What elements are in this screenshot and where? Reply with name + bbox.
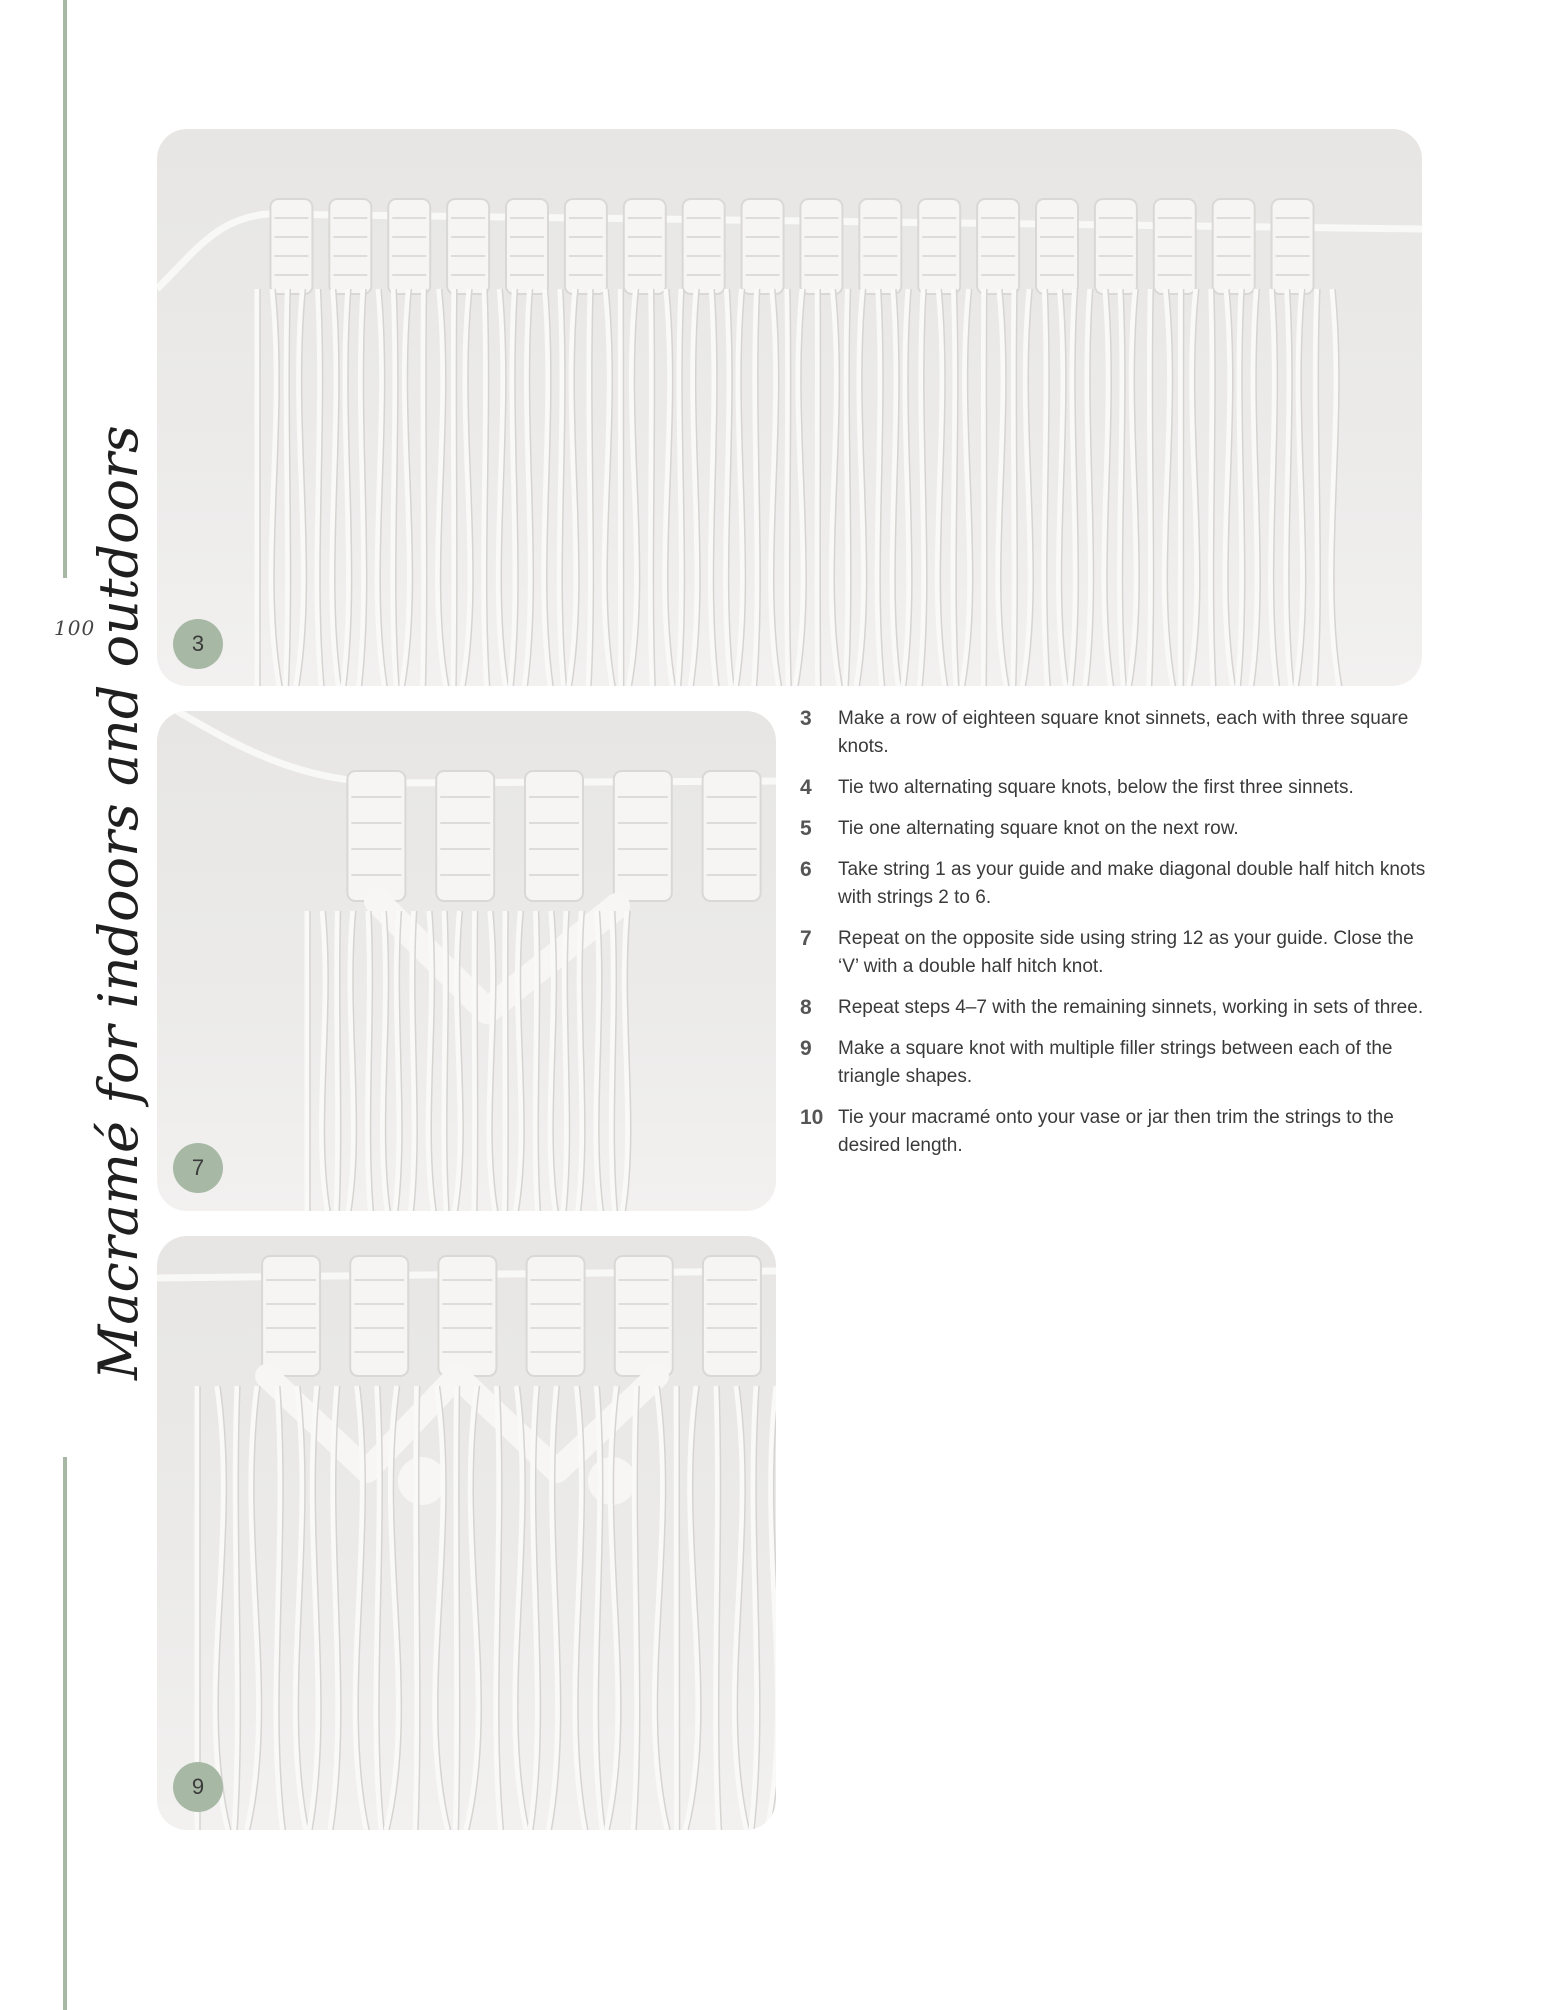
step-text: Repeat on the opposite side using string 12 as your guide. Close the ‘V’ with a double half hitch knot.	[838, 928, 1414, 977]
macrame-sinnets-illustration	[157, 129, 1422, 686]
step-badge: 7	[173, 1143, 223, 1193]
step-badge: 9	[173, 1762, 223, 1812]
step-number: 8	[800, 996, 812, 1019]
step-number: 9	[800, 1037, 812, 1060]
step-number: 10	[800, 1106, 824, 1129]
macrame-triangles-illustration	[157, 1236, 776, 1830]
step-3-photo	[157, 129, 1422, 686]
book-title: Macramé for indoors and outdoors	[87, 425, 150, 1380]
instruction-list	[800, 705, 1430, 1173]
step-text: Repeat steps 4–7 with the remaining sinnets, working in sets of three.	[838, 997, 1424, 1018]
step-number: 5	[800, 817, 812, 840]
instruction-step	[800, 856, 1430, 912]
step-text: Tie your macramé onto your vase or jar then trim the strings to the desired length.	[838, 1107, 1394, 1156]
step-text: Take string 1 as your guide and make diagonal double half hitch knots with strings 2 to 6.	[838, 859, 1426, 908]
instruction-step	[800, 994, 1430, 1022]
instruction-step	[800, 1035, 1430, 1091]
step-number: 4	[800, 776, 812, 799]
step-badge: 3	[173, 619, 223, 669]
step-number: 7	[800, 927, 812, 950]
instruction-step	[800, 705, 1430, 761]
step-9-photo	[157, 1236, 776, 1830]
side-rule-top	[63, 0, 67, 578]
step-number: 3	[800, 707, 812, 730]
side-rule-bottom	[63, 1457, 67, 2010]
macrame-v-shape-illustration	[157, 711, 776, 1211]
step-7-photo	[157, 711, 776, 1211]
step-text: Tie one alternating square knot on the next row.	[838, 818, 1239, 839]
instruction-step	[800, 925, 1430, 981]
instruction-step	[800, 774, 1430, 802]
step-number: 6	[800, 858, 812, 881]
step-text: Tie two alternating square knots, below the first three sinnets.	[838, 777, 1354, 798]
step-text: Make a square knot with multiple filler strings between each of the triangle shapes.	[838, 1038, 1393, 1087]
instruction-step	[800, 815, 1430, 843]
step-text: Make a row of eighteen square knot sinnets, each with three square knots.	[838, 708, 1409, 757]
page-number: 100	[54, 616, 96, 640]
instruction-step	[800, 1104, 1430, 1160]
